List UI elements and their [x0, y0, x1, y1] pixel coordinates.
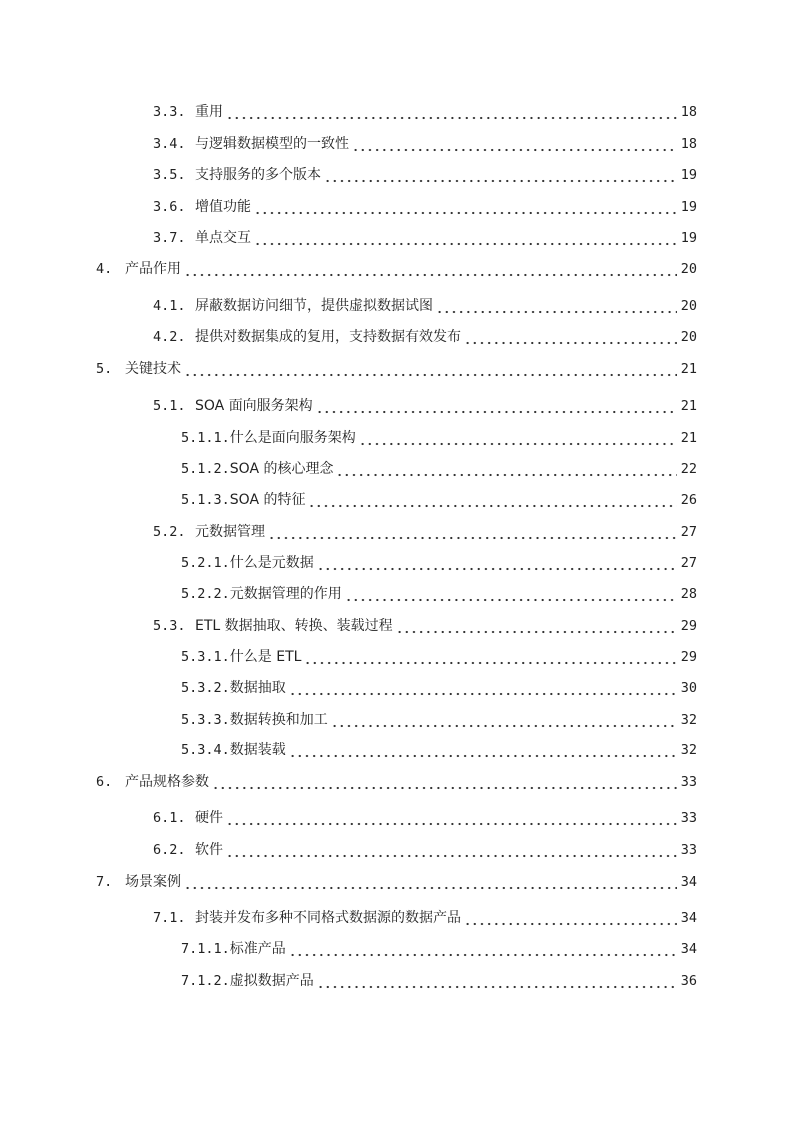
toc-page-number: 30 [680, 680, 697, 696]
toc-entry[interactable] [181, 740, 697, 760]
toc-page-number: 26 [680, 492, 697, 508]
toc-entry[interactable] [181, 459, 697, 479]
toc-leader [268, 522, 677, 542]
toc-title: 单点交互 [195, 230, 251, 246]
toc-page-number: 20 [680, 298, 697, 314]
toc-entry[interactable] [181, 553, 697, 573]
toc-entry[interactable] [181, 939, 697, 959]
toc-number: 5.1.1. [181, 430, 230, 446]
toc-leader [336, 459, 676, 479]
toc-page-number: 19 [680, 167, 697, 183]
toc-number: 7.1. [153, 910, 186, 926]
toc-leader [359, 428, 677, 448]
toc-title: 什么是 ETL [229, 649, 302, 665]
toc-leader [289, 678, 677, 698]
toc-leader [254, 197, 677, 217]
toc-entry[interactable] [181, 971, 697, 991]
toc-leader [331, 710, 677, 730]
toc-number: 4. [96, 261, 113, 277]
toc-title: 数据抽取 [229, 680, 286, 696]
toc-title: 什么是面向服务架构 [229, 430, 356, 446]
toc-leader [226, 840, 677, 860]
toc-page-number: 34 [680, 910, 697, 926]
toc-leader [317, 553, 677, 573]
toc-number: 5.2. [153, 524, 186, 540]
toc-number: 5.3.3. [181, 712, 230, 728]
toc-page-number: 21 [680, 398, 697, 414]
toc-page-number: 21 [680, 361, 697, 377]
toc-page-number: 32 [680, 742, 697, 758]
toc-entry[interactable] [153, 165, 697, 185]
toc-entry[interactable] [153, 616, 697, 636]
toc-title: 什么是元数据 [229, 555, 314, 571]
toc-entry[interactable] [153, 102, 697, 122]
toc-number: 7. [96, 874, 113, 890]
toc-page-number: 32 [680, 712, 697, 728]
toc-page-number: 22 [680, 461, 697, 477]
toc-entry[interactable] [181, 710, 697, 730]
toc-number: 5.3.2. [181, 680, 230, 696]
toc-leader [184, 259, 677, 279]
toc-entry[interactable] [96, 872, 697, 892]
toc-leader [226, 808, 677, 828]
toc-title: 关键技术 [125, 361, 181, 377]
toc-leader [324, 165, 677, 185]
toc-title: 重用 [195, 104, 223, 120]
toc-page-number: 21 [680, 430, 697, 446]
toc-title: 数据转换和加工 [229, 712, 328, 728]
toc-number: 3.3. [153, 104, 186, 120]
toc-leader [464, 327, 677, 347]
toc-title: 场景案例 [125, 874, 181, 890]
toc-leader [212, 772, 677, 792]
toc-number: 4.2. [153, 329, 186, 345]
toc-page-number: 18 [680, 136, 697, 152]
toc-number: 6. [96, 774, 113, 790]
toc-entry[interactable] [153, 327, 697, 347]
toc-page-number: 36 [680, 973, 697, 989]
toc-number: 4.1. [153, 298, 186, 314]
toc-leader [396, 616, 677, 636]
toc-page-number: 20 [680, 329, 697, 345]
toc-number: 5.3.4. [181, 742, 230, 758]
toc-number: 5.2.1. [181, 555, 230, 571]
toc-leader [352, 134, 677, 154]
toc-number: 5.3.1. [181, 649, 230, 665]
toc-entry[interactable] [153, 134, 697, 154]
toc-number: 6.1. [153, 810, 186, 826]
toc-number: 7.1.2. [181, 973, 230, 989]
toc-number: 3.6. [153, 199, 186, 215]
toc-number: 5. [96, 361, 113, 377]
toc-leader [289, 740, 677, 760]
toc-entry[interactable] [153, 296, 697, 316]
toc-number: 5.1.3. [181, 492, 230, 508]
toc-entry[interactable] [153, 908, 697, 928]
toc-page-number: 29 [680, 618, 697, 634]
toc-leader [317, 971, 677, 991]
toc-entry[interactable] [181, 647, 697, 667]
toc-title: ETL 数据抽取、转换、装载过程 [195, 618, 393, 634]
toc-title: 标准产品 [229, 941, 286, 957]
toc-entry[interactable] [153, 228, 697, 248]
toc-title: 元数据管理 [195, 524, 265, 540]
toc-number: 7.1.1. [181, 941, 230, 957]
toc-entry[interactable] [181, 428, 697, 448]
toc-leader [254, 228, 677, 248]
toc-number: 5.1.2. [181, 461, 230, 477]
toc-number: 3.4. [153, 136, 186, 152]
toc-title: SOA 面向服务架构 [195, 398, 313, 414]
toc-number: 5.3. [153, 618, 186, 634]
toc-entry[interactable] [153, 522, 697, 542]
toc-entry[interactable] [153, 396, 697, 416]
toc-title: 提供对数据集成的复用，支持数据有效发布 [195, 329, 461, 345]
toc-leader [464, 908, 677, 928]
toc-entry[interactable] [96, 259, 697, 279]
toc-number: 3.5. [153, 167, 186, 183]
toc-page-number: 34 [680, 874, 697, 890]
toc-title: 支持服务的多个版本 [195, 167, 321, 183]
toc-entry[interactable] [96, 772, 697, 792]
toc-entry[interactable] [181, 490, 697, 510]
toc-page-number: 33 [680, 810, 697, 826]
toc-leader [308, 490, 676, 510]
toc-title: 产品作用 [125, 261, 181, 277]
toc-entry[interactable] [153, 808, 697, 828]
toc-title: SOA 的核心理念 [229, 461, 334, 477]
toc-leader [226, 102, 677, 122]
toc-page-number: 19 [680, 199, 697, 215]
toc-title: SOA 的特征 [229, 492, 306, 508]
toc-leader [316, 396, 677, 416]
toc-number: 3.7. [153, 230, 186, 246]
toc-leader [184, 872, 677, 892]
toc-page-number: 19 [680, 230, 697, 246]
toc-page-number: 33 [680, 842, 697, 858]
toc-page-number: 20 [680, 261, 697, 277]
toc-page-number: 29 [680, 649, 697, 665]
toc-title: 产品规格参数 [125, 774, 209, 790]
toc-title: 与逻辑数据模型的一致性 [195, 136, 349, 152]
toc-leader [436, 296, 677, 316]
toc-page-number: 18 [680, 104, 697, 120]
toc-page-number: 28 [680, 586, 697, 602]
toc-title: 数据装载 [229, 742, 286, 758]
toc-entry[interactable] [153, 840, 697, 860]
toc-leader [345, 584, 677, 604]
toc-page-number: 34 [680, 941, 697, 957]
toc-number: 5.1. [153, 398, 186, 414]
toc-leader [304, 647, 676, 667]
toc-page-number: 33 [680, 774, 697, 790]
toc-entry[interactable] [153, 197, 697, 217]
toc-number: 5.2.2. [181, 586, 230, 602]
toc-title: 屏蔽数据访问细节，提供虚拟数据试图 [195, 298, 433, 314]
toc-title: 软件 [195, 842, 223, 858]
toc-title: 封装并发布多种不同格式数据源的数据产品 [195, 910, 461, 926]
toc-title: 硬件 [195, 810, 223, 826]
toc-title: 虚拟数据产品 [229, 973, 314, 989]
toc-entry[interactable] [96, 359, 697, 379]
toc-number: 6.2. [153, 842, 186, 858]
toc-page-number: 27 [680, 555, 697, 571]
toc-title: 增值功能 [195, 199, 251, 215]
toc-leader [289, 939, 677, 959]
toc-leader [184, 359, 677, 379]
toc-entry[interactable] [181, 678, 697, 698]
toc-title: 元数据管理的作用 [229, 586, 342, 602]
toc-page-number: 27 [680, 524, 697, 540]
toc-entry[interactable] [181, 584, 697, 604]
